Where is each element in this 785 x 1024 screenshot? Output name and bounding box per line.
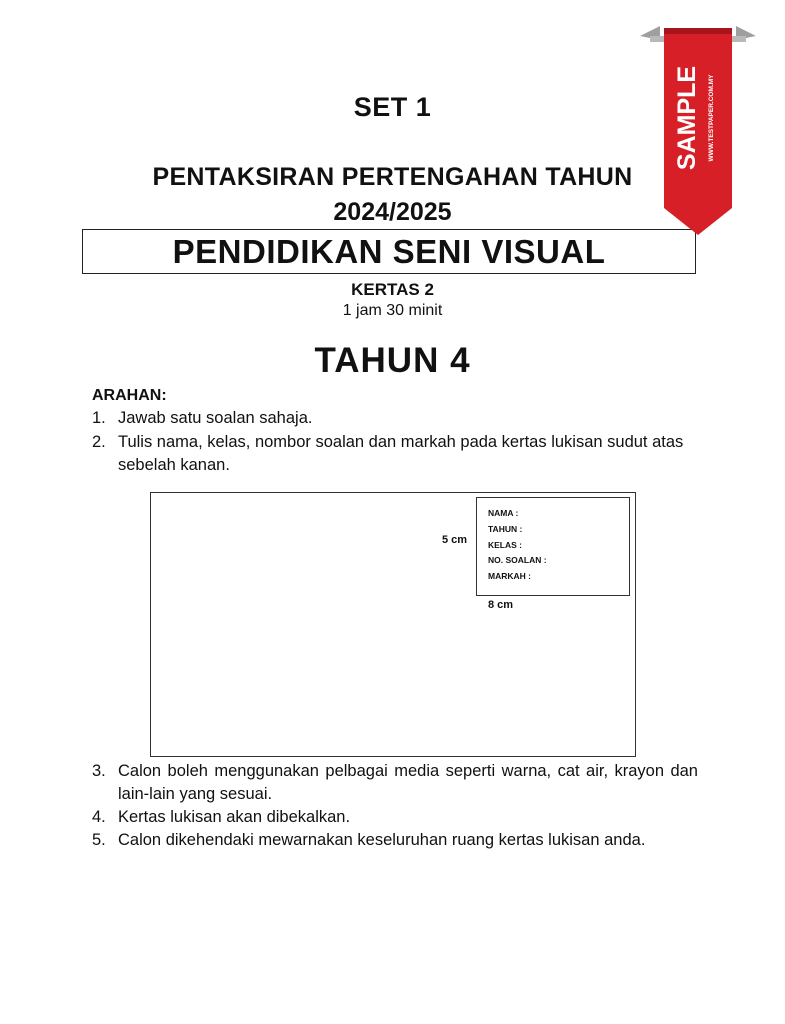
ribbon-sample-text: SAMPLE [673,65,701,171]
label-field-year: TAHUN : [488,523,523,534]
instruction-number: 2. [92,433,106,451]
subject-title: PENDIDIKAN SENI VISUAL [82,229,696,274]
instruction-number: 1. [92,409,106,427]
width-dimension-label: 8 cm [488,599,514,611]
year-level-title: TAHUN 4 [314,341,471,380]
instruction-text: Calon boleh menggunakan pelbagai media seperti warna, cat air, krayon dan lain-lain yang sesuai. [118,762,698,803]
exam-title: PENTAKSIRAN PERTENGAHAN TAHUN [152,163,633,191]
instructions-heading: ARAHAN: [92,387,167,404]
label-field-name: NAMA : [488,508,519,518]
instruction-number: 3. [92,762,106,780]
label-field-marks: MARKAH : [488,571,531,582]
height-dimension-label: 5 cm [442,534,468,546]
name-label-box [476,497,630,596]
ribbon-site-text: WWW.TESTPAPER.COM.MY [708,74,715,162]
instruction-item [92,431,698,477]
instruction-item [92,806,698,829]
instruction-item [92,760,698,806]
instruction-number: 5. [92,831,106,849]
paper-label: KERTAS 2 [351,280,434,299]
set-title: SET 1 [353,92,432,122]
instruction-text: Calon dikehendaki mewarnakan keseluruhan ruang kertas lukisan anda. [118,831,646,849]
instruction-text: Jawab satu soalan sahaja. [118,409,313,427]
instruction-number: 4. [92,808,106,826]
instruction-item [92,829,698,852]
instruction-text: Tulis nama, kelas, nombor soalan dan markah pada kertas lukisan sudut atas sebelah kanan. [118,433,684,474]
exam-year: 2024/2025 [333,198,452,226]
instruction-text: Kertas lukisan akan dibekalkan. [118,808,351,826]
label-field-class: KELAS : [488,539,522,550]
label-field-question-no: NO. SOALAN : [488,555,547,566]
instruction-item [92,407,698,430]
sample-ribbon [640,22,756,237]
duration: 1 jam 30 minit [342,302,443,319]
